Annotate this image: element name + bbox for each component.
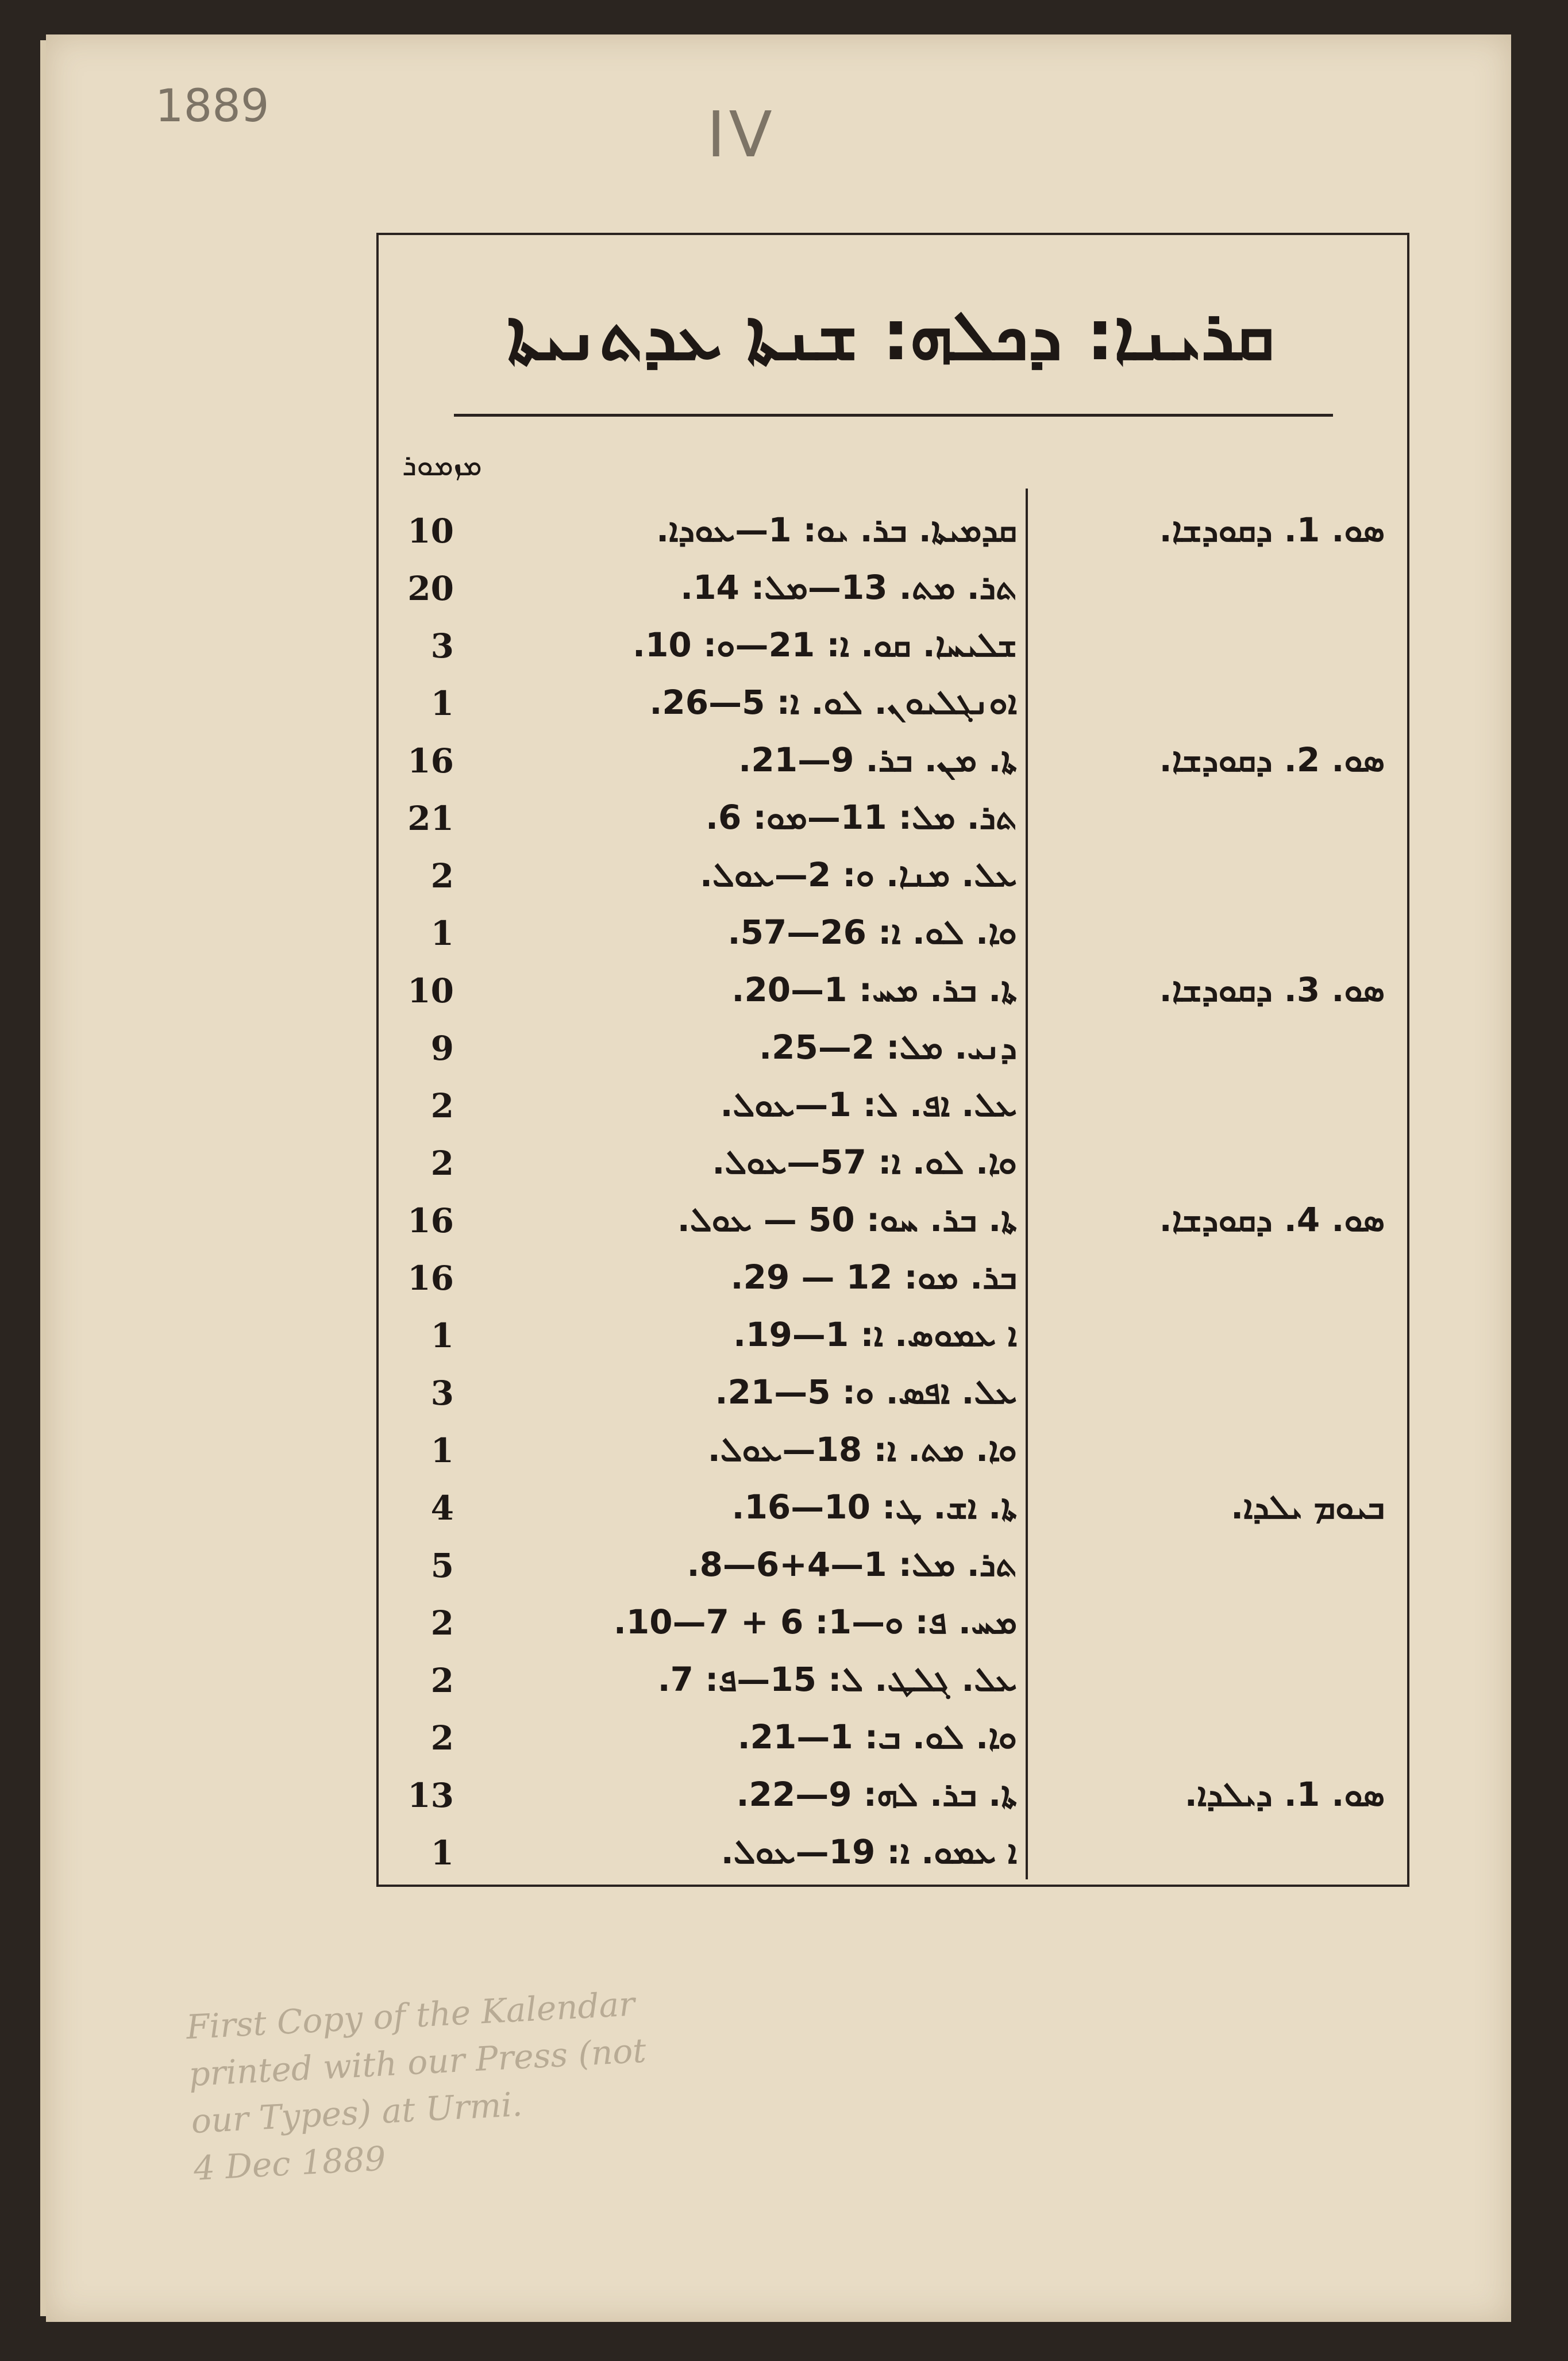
table-row [385,1535,1396,1592]
table-row [385,1247,1396,1305]
reading-reference: ܬܐ. ܒܪ. ܠܗ: 9—22. [736,1775,1017,1814]
sunday-label: ܣܘ. 1. ܕܝܠܕܐ. [1184,1775,1385,1814]
pencil-note [185,1974,769,2192]
table-row [385,730,1396,787]
reading-reference: ܥܠ. ܐܦܣ. ܘ: 5—21. [715,1372,1017,1412]
table-row [385,1420,1396,1477]
reading-count: 2 [430,1086,454,1125]
reading-count: 3 [430,626,454,666]
reading-reference: ܥܠ. ܓܠܛ. ܠ: 15—ܦ: 7. [657,1660,1017,1699]
reading-count: 21 [407,799,454,838]
table-row [385,500,1396,557]
pencil-note-line: printed with our Press (not [187,2031,648,2094]
table-row [385,1592,1396,1649]
reading-reference: ܐ ܥܡܘܣ. ܐ: 1—19. [733,1315,1017,1354]
reading-count: 3 [430,1374,454,1413]
pencil-year: 1889 [155,80,269,132]
reading-count: 2 [430,1604,454,1643]
reading-count: 4 [430,1489,454,1528]
reading-count: 9 [430,1029,454,1068]
reading-reference: ܬܐ. ܒܪ. ܡܚ: 1—20. [731,970,1017,1009]
sunday-label: ܒܝܘܡ ܝܠܕܐ. [1231,1487,1385,1526]
table-row [385,1822,1396,1879]
reading-reference: ܐܘܢܓܠܝܘܢ. ܠܘ. ܐ: 5—26. [649,683,1017,722]
reading-reference: ܐ ܥܡܘ. ܐ: 19—ܥܘܠ. [721,1832,1017,1871]
table-row [385,1477,1396,1535]
pencil-mark: IV [707,98,776,171]
reading-count: 1 [430,1833,454,1872]
reading-reference: ܒܪ. ܡܘ: 12 — 29. [730,1258,1017,1297]
table-row [385,1075,1396,1132]
reading-count: 2 [430,1718,454,1758]
reading-count: 1 [430,1316,454,1355]
table-row [385,1190,1396,1247]
reading-reference: ܡܚ. ܦ: ܘ—1: 6 + 7—10. [613,1602,1017,1641]
table-row [385,960,1396,1017]
table-row [385,1707,1396,1764]
reading-count: 5 [430,1546,454,1585]
reading-count: 16 [407,1201,454,1240]
reading-count: 13 [407,1776,454,1815]
page-title: ܩܪܝܢܐ: ܕܟܠܗ: ܫܢܬܐ ܥܕܬܢܝܬܐ [507,296,1274,376]
reading-reference: ܬܐ. ܡܢ. ܒܪ. 9—21. [738,740,1017,779]
sunday-label: ܣܘ. 4. ܕܩܘܕܫܐ. [1159,1200,1385,1239]
reading-count: 10 [407,512,454,551]
reading-reference: ܥܠ. ܐܦ. ܠ: 1—ܥܘܠ. [720,1085,1017,1124]
reading-reference: ܬܐ. ܐܫ. ܛ: 10—16. [731,1487,1017,1526]
reading-reference: ܫܠܝܚܐ. ܩܘ. ܐ: 21—ܘ: 10. [633,625,1017,664]
reading-count: 1 [430,1431,454,1470]
table-row [385,1305,1396,1362]
reading-count: 1 [430,684,454,723]
table-row [385,787,1396,845]
reading-reference: ܘܐ. ܠܘ. ܐ: 26—57. [727,913,1017,952]
reading-count: 2 [430,1144,454,1183]
reading-reference: ܘܐ. ܡܬ. ܐ: 18—ܥܘܠ. [707,1430,1017,1469]
reading-reference: ܘܐ. ܠܘ. ܒ: 1—21. [737,1717,1017,1756]
table-row [385,1017,1396,1075]
table-row [385,615,1396,672]
reading-reference: ܬܐ. ܒܪ. ܚܘ: 50 — ܥܘܠ. [677,1200,1017,1239]
table-row [385,557,1396,615]
reading-reference: ܥܠ. ܡܢܐ. ܘ: 2—ܥܘܠ. [700,855,1017,894]
sunday-label: ܣܘ. 3. ܕܩܘܕܫܐ. [1159,970,1385,1009]
reading-count: 20 [407,569,454,608]
reading-reference: ܬܪ. ܡܠ: 11—ܡܘ: 6. [705,798,1017,837]
reading-reference: ܩܕܡܝܬܐ. ܒܪ. ܝܘ: 1—ܥܘܕܐ. [656,510,1017,549]
table-row [385,1764,1396,1822]
reading-reference: ܬܪ. ܡܬ. 13—ܡܠ: 14. [680,568,1017,607]
pencil-note-line: First Copy of the Kalendar [185,1984,636,2047]
reading-count: 1 [430,914,454,953]
table-row [385,1132,1396,1190]
reading-reference: ܘܐ. ܠܘ. ܐ: 57—ܥܘܠ. [712,1143,1017,1182]
reading-count: 2 [430,856,454,895]
reading-count: 16 [407,1259,454,1298]
table-row [385,1362,1396,1420]
reading-count: 16 [407,741,454,780]
sunday-label: ܣܘ. 2. ܕܩܘܕܫܐ. [1159,740,1385,779]
sunday-label: ܣܘ. 1. ܕܩܘܕܫܐ. [1159,510,1385,549]
table-row [385,672,1396,730]
reading-reference: ܬܪ. ܡܠ: 1—4+6—8. [687,1545,1017,1584]
title-rule [454,414,1333,417]
reading-reference: ܕܢܝ. ܡܠ: 2—25. [759,1028,1017,1067]
column-heading: ܡܙܡܘܪ [402,448,482,483]
reading-count: 2 [430,1661,454,1700]
table-row [385,845,1396,902]
table-row [385,902,1396,960]
pencil-note-line: our Types) at Urmi. [190,2084,523,2141]
reading-count: 10 [407,971,454,1010]
pencil-note-line: 4 Dec 1889 [192,2139,387,2188]
table-row [385,1649,1396,1707]
